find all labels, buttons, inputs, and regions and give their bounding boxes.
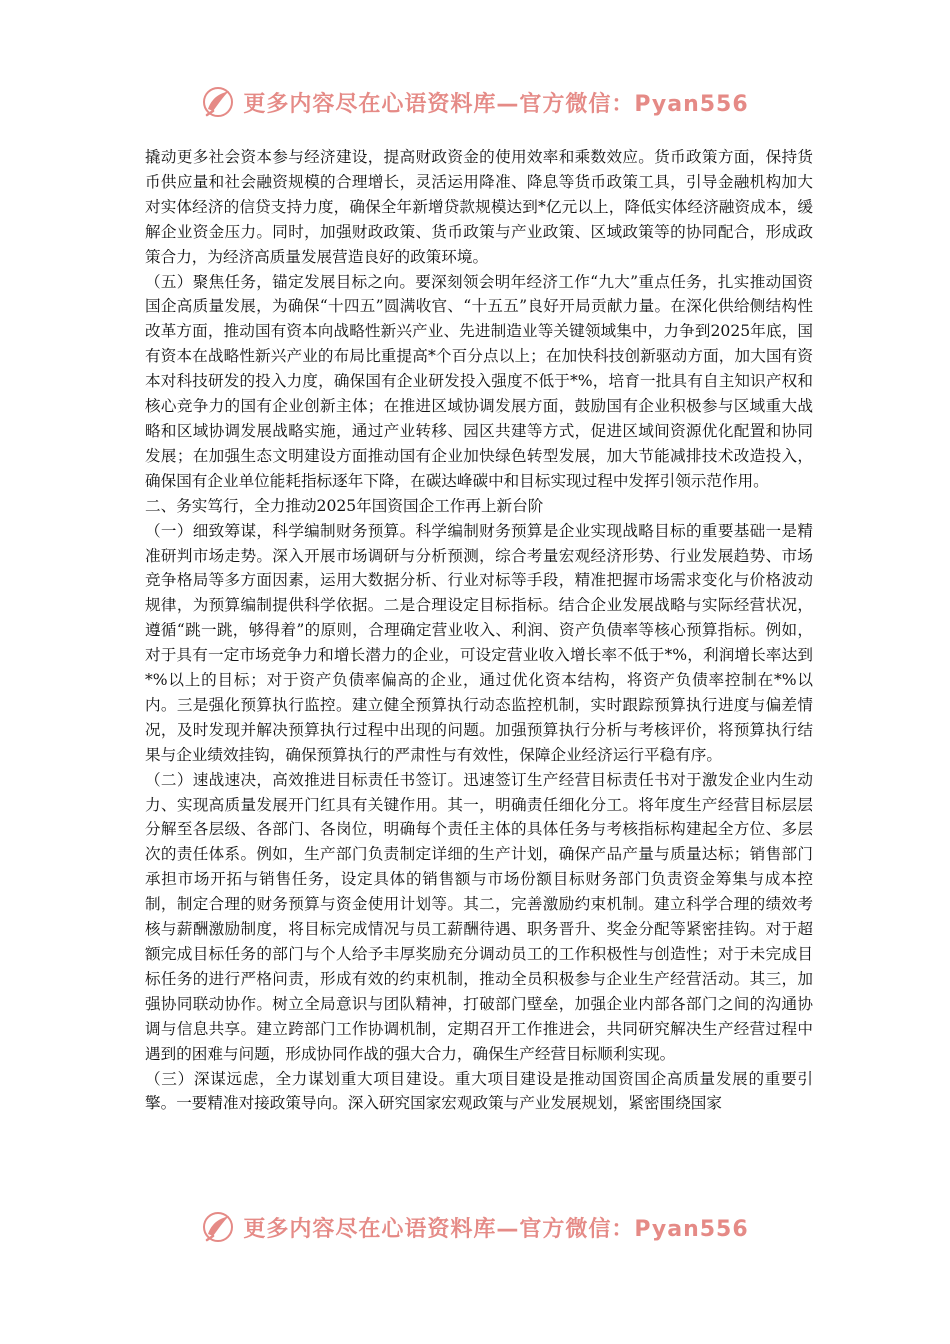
- watermark-bottom: [0, 1210, 950, 1244]
- paragraph: （一）细致筹谋，科学编制财务预算。科学编制财务预算是企业实现战略目标的重要基础一是精准研判市场走势。深入开展市场调研与分析预测，综合考量宏观经济形势、行业发展趋势、市场竞争格局等多方面因素，运用大数据分析、行业对标等手段，精准把握市场需求变化与价格波动规律，为预算编制提供科学依据。二是合理设定目标指标。结合企业发展战略与实际经营状况，遵循“跳一跳，够得着”的原则，合理确定营业收入、利润、资产负债率等核心预算指标。例如，对于具有一定市场竞争力和增长潜力的企业，可设定营业收入增长率不低于*%，利润增长率达到*%以上的目标；对于资产负债率偏高的企业，通过优化资本结构，将资产负债率控制在*%以内。三是强化预算执行监控。建立健全预算执行动态监控机制，实时跟踪预算执行进度与偏差情况，及时发现并解决预算执行过程中出现的问题。加强预算执行分析与考核评价，将预算执行结果与企业绩效挂钩，确保预算执行的严肃性与有效性，保障企业经济运行平稳有序。: [145, 521, 813, 764]
- paragraph: 撬动更多社会资本参与经济建设，提高财政资金的使用效率和乘数效应。货币政策方面，保持货币供应量和社会融资规模的合理增长，灵活运用降准、降息等货币政策工具，引导金融机构加大对实体经济的信贷支持力度，确保全年新增贷款规模达到*亿元以上，降低实体经济融资成本，缓解企业资金压力。同时，加强财政政策、货币政策与产业政策、区域政策等的协同配合，形成政策合力，为经济高质量发展营造良好的政策环境。: [145, 148, 813, 266]
- document-body: [145, 145, 813, 1116]
- watermark-text: 更多内容尽在心语资料库—官方微信：Pyan556: [243, 91, 749, 117]
- paragraph: （二）速战速决，高效推进目标责任书签订。迅速签订生产经营目标责任书对于激发企业内生动力、实现高质量发展开门红具有关键作用。其一，明确责任细化分工。将年度生产经营目标层层分解至各层级、各部门、各岗位，明确每个责任主体的具体任务与考核指标构建起全方位、多层次的责任体系。例如，生产部门负责制定详细的生产计划，确保产品产量与质量达标；销售部门承担市场开拓与销售任务，设定具体的销售额与市场份额目标财务部门负责资金筹集与成本控制，制定合理的财务预算与资金使用计划等。其二，完善激励约束机制。建立科学合理的绩效考核与薪酬激励制度，将目标完成情况与员工薪酬待遇、职务晋升、奖金分配等紧密挂钩。对于超额完成目标任务的部门与个人给予丰厚奖励充分调动员工的工作积极性与创造性；对于未完成目标任务的进行严格问责，形成有效的约束机制，推动全员积极参与企业生产经营活动。其三，加强协同联动协作。树立全局意识与团队精神，打破部门壁垒，加强企业内部各部门之间的沟通协调与信息共享。建立跨部门工作协调机制，定期召开工作推进会，共同研究解决生产经营过程中遇到的困难与问题，形成协同作战的强大合力，确保生产经营目标顺利实现。: [145, 770, 813, 1063]
- brand-logo-icon: [201, 1210, 235, 1244]
- brand-logo-icon: [201, 85, 235, 119]
- paragraph: （五）聚焦任务，锚定发展目标之向。要深刻领会明年经济工作“九大”重点任务，扎实推动国资国企高质量发展，为确保“十四五”圆满收官、“十五五”良好开局贡献力量。在深化供给侧结构性改革方面，推动国有资本向战略性新兴产业、先进制造业等关键领域集中，力争到2025年底，国有资本在战略性新兴产业的布局比重提高*个百分点以上；在加快科技创新驱动方面，加大国有资本对科技研发的投入力度，确保国有企业研发投入强度不低于*%，培育一批具有自主知识产权和核心竞争力的国有企业创新主体；在推进区域协调发展方面，鼓励国有企业积极参与区域重大战略和区域协调发展战略实施，通过产业转移、园区共建等方式，促进区域间资源优化配置和协同发展；在加强生态文明建设方面推动国有企业加快绿色转型发展，加大节能减排技术改造投入，确保国有企业单位能耗指标逐年下降，在碳达峰碳中和目标实现过程中发挥引领示范作用。: [145, 272, 813, 490]
- section-heading: 二、务实笃行，全力推动2025年国资国企工作再上新台阶: [145, 496, 544, 515]
- paragraph: （三）深谋远虑，全力谋划重大项目建设。重大项目建设是推动国资国企高质量发展的重要引擎。一要精准对接政策导向。深入研究国家宏观政策与产业发展规划，紧密围绕国家: [145, 1069, 813, 1113]
- watermark-text: 更多内容尽在心语资料库—官方微信：Pyan556: [243, 1216, 749, 1242]
- watermark-top: [0, 85, 950, 119]
